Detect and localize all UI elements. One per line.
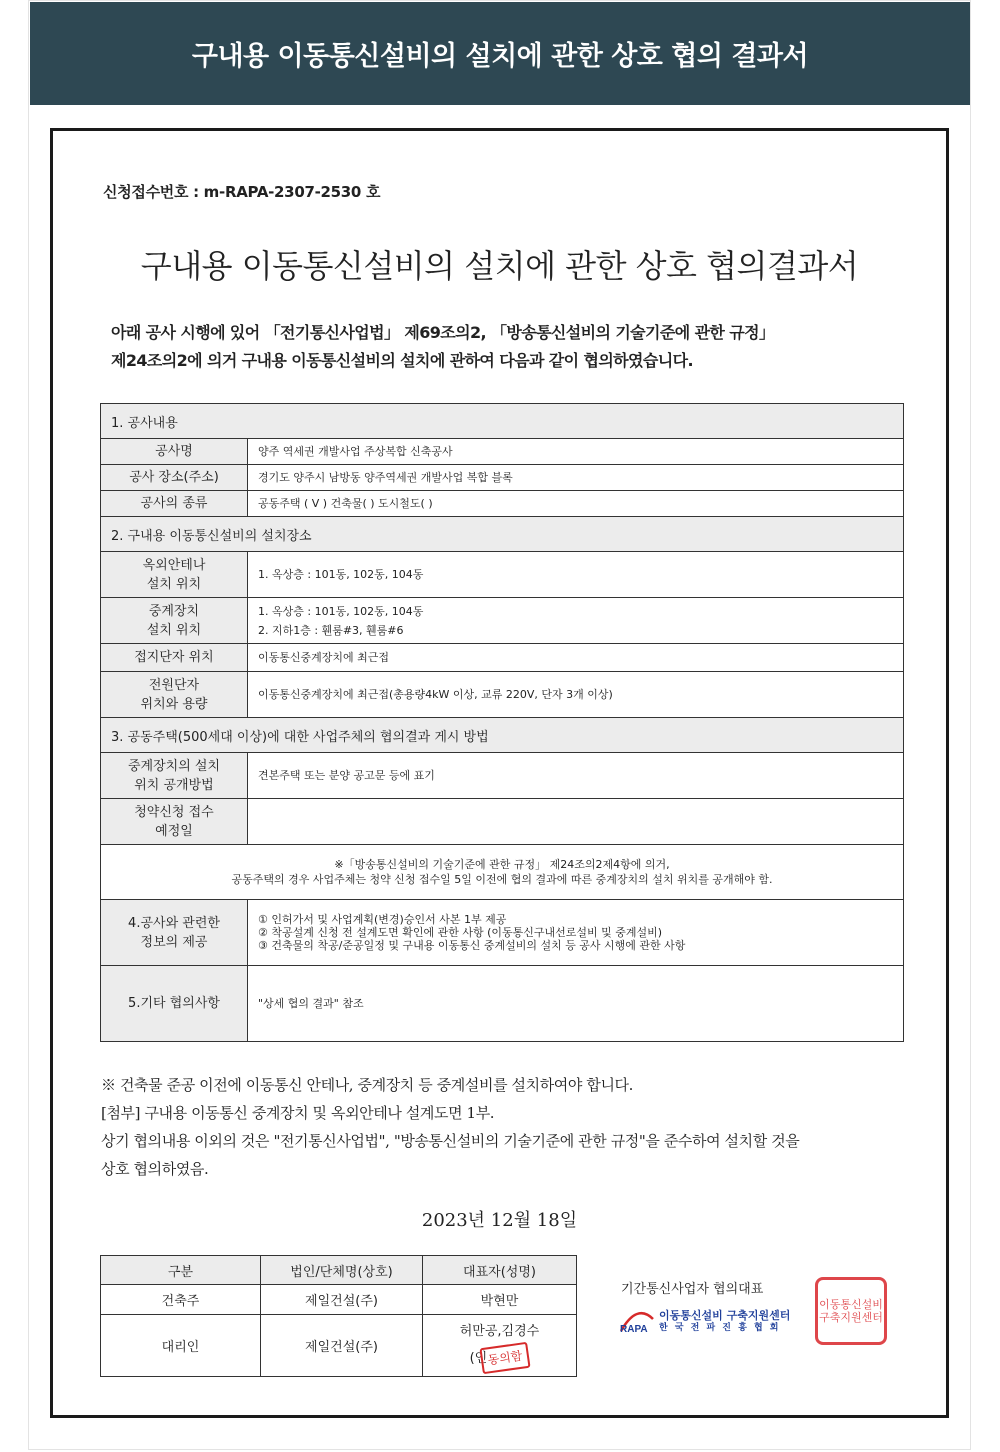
rapa-logo-icon	[619, 1309, 655, 1335]
note-line: ※「방송통신설비의 기술기준에 관한 규정」 제24조의2제4항에 의거,	[334, 858, 670, 871]
header-cell: 대표자(성명)	[423, 1256, 577, 1285]
label-line: 정보의 제공	[140, 934, 208, 950]
info-item: ① 인허가서 및 사업계획(변경)승인서 사본 1부 제공	[258, 913, 507, 926]
label-line: 중계장치의 설치	[127, 758, 221, 774]
section-3-heading: 3. 공동주택(500세대 이상)에 대한 사업주체의 협의결과 게시 방법	[101, 718, 904, 753]
row-label	[101, 552, 248, 598]
document-frame	[50, 128, 949, 1418]
signature-row	[101, 1285, 577, 1315]
value-line: 1. 옥상층 : 101동, 102동, 104동	[258, 604, 424, 618]
label-line: 설치 위치	[146, 622, 202, 638]
sign-cell: 제일건설(주)	[261, 1315, 423, 1377]
header-title: 구내용 이동통신설비의 설치에 관한 상호 협의 결과서	[191, 41, 809, 72]
agreement-table	[100, 403, 904, 1042]
section-row	[101, 517, 904, 552]
header-cell: 구분	[101, 1256, 261, 1285]
sign-cell: 박현만	[423, 1285, 577, 1315]
header-cell: 법인/단체명(상호)	[261, 1256, 423, 1285]
document-title: 구내용 이동통신설비의 설치에 관한 상호 협의결과서	[140, 247, 859, 285]
section-2-heading: 2. 구내용 이동통신설비의 설치장소	[101, 517, 904, 552]
page-header	[30, 2, 970, 105]
row-value: 1. 옥상층 : 101동, 102동, 104동	[248, 552, 904, 598]
table-row	[101, 465, 904, 491]
footnote-line: ※ 건축물 준공 이전에 이동통신 안테나, 중계장치 등 중계설비를 설치하여야 합니다.	[101, 1076, 633, 1094]
intro-text	[111, 319, 901, 375]
section-row	[101, 404, 904, 439]
footnote-line: [첨부] 구내용 이동통신 중계장치 및 옥외안테나 설계도면 1부.	[101, 1104, 495, 1122]
label-line: 설치 위치	[146, 576, 202, 592]
seal-line	[424, 1345, 575, 1371]
agree-stamp: 동의함	[480, 1342, 531, 1374]
application-number: 신청접수번호 : m-RAPA-2307-2530 호	[103, 183, 381, 201]
official-seal	[815, 1277, 887, 1345]
logo-text	[659, 1310, 790, 1334]
intro-line: 제24조의2에 의거 구내용 이동통신설비의 설치에 관하여 다음과 같이 협의하였습니다.	[111, 351, 693, 370]
representative-label: 기간통신사업자 협의대표	[621, 1282, 764, 1297]
sign-cell: 대리인	[101, 1315, 261, 1377]
row-value	[248, 598, 904, 644]
row-label: 공사의 종류	[101, 491, 248, 517]
label-line: 중계장치	[148, 603, 200, 619]
table-row	[101, 753, 904, 799]
signature-header-row	[101, 1256, 577, 1285]
label-line: 위치와 용량	[140, 696, 208, 712]
row-value	[248, 900, 904, 966]
note-row	[101, 845, 904, 900]
label-line: 옥외안테나	[142, 557, 206, 573]
table-row	[101, 799, 904, 845]
row-label: 공사명	[101, 439, 248, 465]
row-value: 견본주택 또는 분양 공고문 등에 표기	[248, 753, 904, 799]
representative-name: 허만공,김경수	[459, 1324, 540, 1339]
section-1-heading: 1. 공사내용	[101, 404, 904, 439]
row-label: 5.기타 협의사항	[101, 966, 248, 1042]
org-subname: 한 국 전 파 진 흥 협 회	[659, 1323, 781, 1333]
sign-cell	[423, 1315, 577, 1377]
seal-text: 이동통신설비구축지원센터	[819, 1298, 883, 1324]
row-label	[101, 598, 248, 644]
row-value: 이동통신중계장치에 최근접(총용량4kW 이상, 교류 220V, 단자 3개 이상)	[248, 672, 904, 718]
footnote-line: 상기 협의내용 이외의 것은 "전기통신사업법", "방송통신설비의 기술기준에 관한 규정"을 준수하여 설치할 것을	[101, 1132, 800, 1150]
table-row	[101, 552, 904, 598]
info-item: ② 착공설계 신청 전 설계도면 확인에 관한 사항 (이동통신구내선로설비 및 중계설비)	[258, 926, 663, 939]
info-item: ③ 건축물의 착공/준공일정 및 구내용 이동통신 중계설비의 설치 등 공사 시행에 관한 사항	[258, 939, 686, 952]
row-label: 공사 장소(주소)	[101, 465, 248, 491]
label-line: 예정일	[155, 823, 193, 839]
row-label: 접지단자 위치	[101, 644, 248, 672]
section-row	[101, 718, 904, 753]
row-label	[101, 900, 248, 966]
table-row	[101, 672, 904, 718]
signature-row	[101, 1315, 577, 1377]
org-name: 이동통신설비 구축지원센터	[659, 1309, 791, 1322]
table-row	[101, 439, 904, 465]
row-value: 공동주택 ( V ) 건축물( ) 도시철도( )	[248, 491, 904, 517]
note-line: 공동주택의 경우 사업주체는 청약 신청 접수일 5일 이전에 협의 결과에 따른 중계장치의 설치 위치를 공개해야 함.	[231, 873, 773, 886]
signature-table	[100, 1255, 577, 1377]
table-row	[101, 491, 904, 517]
footnotes	[101, 1071, 911, 1183]
row-label	[101, 799, 248, 845]
document-date: 2023년 12월 18일	[421, 1210, 578, 1231]
section-3-note	[101, 845, 904, 900]
row-value: "상세 협의 결과" 참조	[248, 966, 904, 1042]
table-row	[101, 598, 904, 644]
table-row	[101, 900, 904, 966]
logo-mark-text: RAPA	[620, 1324, 648, 1335]
table-row	[101, 966, 904, 1042]
sign-cell: 제일건설(주)	[261, 1285, 423, 1315]
footnote-line: 상호 협의하였음.	[101, 1160, 209, 1178]
row-label	[101, 672, 248, 718]
table-row	[101, 644, 904, 672]
label-line: 4.공사와 관련한	[128, 915, 220, 931]
label-line: 위치 공개방법	[134, 777, 214, 793]
value-line: 2. 지하1층 : 휀룸#3, 휀룸#6	[258, 623, 404, 637]
label-line: 전원단자	[148, 677, 200, 693]
row-label	[101, 753, 248, 799]
intro-line: 아래 공사 시행에 있어 「전기통신사업법」 제69조의2, 「방송통신설비의 기술기준에 관한 규정」	[111, 323, 775, 342]
seal-prefix: (인	[469, 1351, 488, 1366]
row-value	[248, 799, 904, 845]
row-value: 이동통신중계장치에 최근접	[248, 644, 904, 672]
row-value: 경기도 양주시 남방동 양주역세권 개발사업 복합 블록	[248, 465, 904, 491]
label-line: 청약신청 접수	[134, 804, 214, 820]
sign-cell: 건축주	[101, 1285, 261, 1315]
rapa-logo	[619, 1309, 790, 1335]
row-value: 양주 역세권 개발사업 주상복합 신축공사	[248, 439, 904, 465]
